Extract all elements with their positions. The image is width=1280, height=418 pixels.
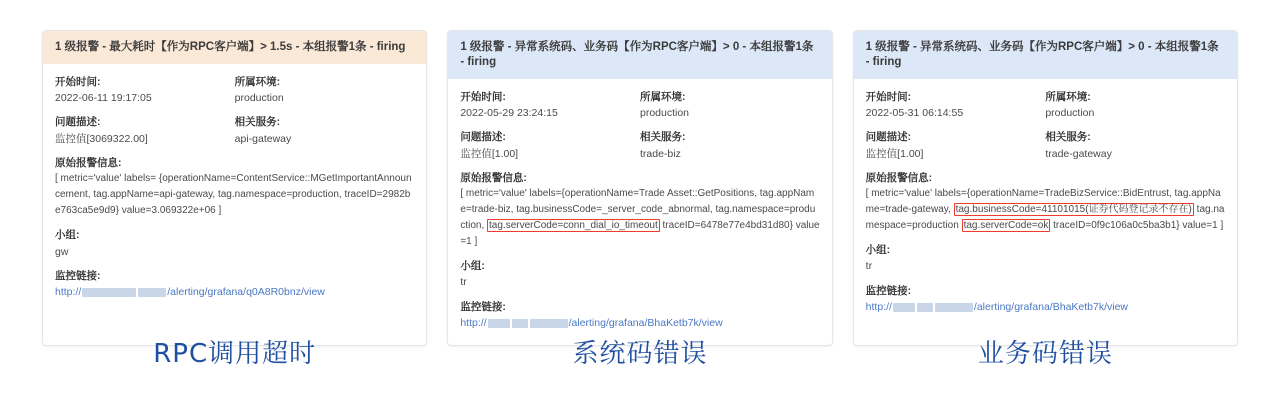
raw-text: tag.namespace=production bbox=[865, 204, 1225, 232]
service-field bbox=[1045, 121, 1225, 162]
environment-value: production bbox=[234, 92, 284, 105]
environment-field bbox=[1045, 89, 1225, 122]
group-value: gw bbox=[55, 245, 69, 258]
alert-card-body bbox=[448, 79, 831, 345]
raw-label: 原始报警信息: bbox=[460, 171, 527, 184]
redaction-block bbox=[488, 319, 510, 328]
service-value: trade-biz bbox=[639, 147, 681, 160]
start-time-value: 2022-05-31 06:14:55 bbox=[865, 107, 964, 120]
environment-value: production bbox=[639, 107, 690, 120]
raw-payload bbox=[55, 171, 414, 219]
redaction-block bbox=[512, 319, 528, 328]
alert-card-title: 1 级报警 - 异常系统码、业务码【作为RPC客户端】> 0 - 本组报警1条 - firing bbox=[854, 31, 1237, 79]
monitor-link-label: 监控链接: bbox=[460, 300, 506, 313]
service-label: 相关服务: bbox=[1045, 131, 1091, 144]
redaction-block bbox=[935, 303, 973, 312]
group-label: 小组: bbox=[865, 244, 891, 257]
environment-value: production bbox=[1045, 107, 1095, 120]
highlighted-token: tag.businessCode=41101015(证券代码登记录不存在) bbox=[955, 204, 1192, 216]
alert-meta-row bbox=[460, 89, 819, 122]
highlighted-token: tag.serverCode=ok bbox=[963, 220, 1049, 232]
raw-text: traceID=6478e77e4bd31d80} value=1 ] bbox=[460, 220, 820, 248]
redaction-block bbox=[530, 319, 568, 328]
start-time-value: 2022-06-11 19:17:05 bbox=[55, 92, 152, 105]
group-label: 小组: bbox=[55, 229, 80, 242]
service-label: 相关服务: bbox=[234, 116, 281, 129]
alert-problem-row bbox=[866, 121, 1225, 162]
monitor-link[interactable]: http:// /alerting/grafana/BhaKetb7k/view bbox=[865, 301, 1129, 313]
problem-field bbox=[460, 121, 640, 162]
raw-text: traceID=0f9c106a0c5ba3b1} value=1 ] bbox=[1053, 220, 1224, 232]
redaction-block bbox=[893, 303, 915, 312]
monitor-link[interactable]: http:// /alerting/grafana/q0A8R0bnz/view bbox=[55, 286, 325, 299]
monitor-link-row[interactable] bbox=[55, 284, 414, 300]
caption-row bbox=[0, 333, 1280, 370]
alert-card bbox=[853, 30, 1238, 346]
service-value: api-gateway bbox=[234, 132, 292, 145]
raw-text: [ metric='value' labels={operationName=Trade Asset::GetPositions, tag.appName=trade-biz, tag.businessCode=_server_code_abnormal, tag.namespace=production, bbox=[460, 188, 816, 232]
start-time-label: 开始时间: bbox=[460, 90, 506, 103]
problem-label: 问题描述: bbox=[460, 131, 506, 144]
start-time-field bbox=[55, 74, 235, 107]
alert-meta-row bbox=[866, 89, 1225, 122]
monitor-link-row[interactable] bbox=[866, 299, 1225, 315]
alert-card-title: 1 级报警 - 异常系统码、业务码【作为RPC客户端】> 0 - 本组报警1条 - firing bbox=[448, 31, 831, 79]
environment-label: 所属环境: bbox=[639, 90, 686, 103]
start-time-label: 开始时间: bbox=[55, 75, 101, 88]
caption-label: 业务码错误 bbox=[977, 339, 1113, 369]
problem-value: 监控值[3069322.00] bbox=[55, 132, 148, 145]
service-field bbox=[235, 106, 415, 147]
environment-label: 所属环境: bbox=[1045, 90, 1091, 103]
group-value: tr bbox=[460, 276, 467, 289]
service-field bbox=[640, 121, 820, 162]
environment-field bbox=[640, 89, 820, 122]
alert-card-body bbox=[43, 64, 426, 314]
start-time-label: 开始时间: bbox=[865, 90, 912, 103]
alert-meta-row bbox=[55, 74, 414, 107]
redaction-block bbox=[917, 303, 933, 312]
service-label: 相关服务: bbox=[639, 131, 686, 144]
problem-field bbox=[55, 106, 235, 147]
service-value: trade-gateway bbox=[1045, 147, 1112, 160]
problem-value: 监控值[1.00] bbox=[865, 147, 924, 160]
alert-card bbox=[447, 30, 832, 346]
redaction-block bbox=[82, 288, 136, 297]
raw-text: [ metric='value' labels={operationName=TradeBizService::BidEntrust, tag.appName=trade-gateway, bbox=[865, 188, 1221, 216]
alert-card-body bbox=[854, 79, 1237, 329]
start-time-field bbox=[460, 89, 640, 122]
start-time-field bbox=[866, 89, 1046, 122]
alert-problem-row bbox=[55, 106, 414, 147]
raw-label: 原始报警信息: bbox=[55, 157, 122, 169]
group-label: 小组: bbox=[460, 260, 485, 273]
problem-field bbox=[866, 121, 1046, 162]
caption-label: 系统码错误 bbox=[572, 339, 708, 369]
monitor-link-label: 监控链接: bbox=[55, 269, 101, 282]
problem-label: 问题描述: bbox=[865, 131, 912, 144]
raw-text: {operationName=ContentService::MGetImportantAnnouncement, tag.appName=api-gateway, tag.namespace=production, traceID=2982be763ca5e9d9} value=3.069322e+06 ] bbox=[55, 173, 412, 217]
problem-value: 监控值[1.00] bbox=[460, 147, 519, 160]
alert-card bbox=[42, 30, 427, 346]
monitor-link-row[interactable] bbox=[460, 315, 819, 331]
alert-problem-row bbox=[460, 121, 819, 162]
monitor-link[interactable]: http:// /alerting/grafana/BhaKetb7k/view bbox=[460, 317, 723, 329]
environment-label: 所属环境: bbox=[234, 75, 281, 88]
monitor-link-label: 监控链接: bbox=[865, 284, 912, 297]
problem-label: 问题描述: bbox=[55, 116, 101, 129]
raw-payload bbox=[866, 186, 1225, 234]
raw-payload bbox=[460, 186, 819, 250]
environment-field bbox=[235, 74, 415, 107]
alert-card-title: 1 级报警 - 最大耗时【作为RPC客户端】> 1.5s - 本组报警1条 - firing bbox=[43, 31, 426, 64]
group-value: tr bbox=[865, 260, 873, 273]
caption-label: RPC调用超时 bbox=[153, 339, 317, 369]
raw-text: [ metric='value' labels= bbox=[55, 173, 157, 185]
raw-label: 原始报警信息: bbox=[865, 171, 933, 184]
alert-card-list bbox=[0, 30, 1280, 346]
start-time-value: 2022-05-29 23:24:15 bbox=[460, 107, 558, 120]
highlighted-token: tag.serverCode=conn_dial_io_timeout bbox=[489, 220, 658, 232]
redaction-block bbox=[138, 288, 166, 297]
